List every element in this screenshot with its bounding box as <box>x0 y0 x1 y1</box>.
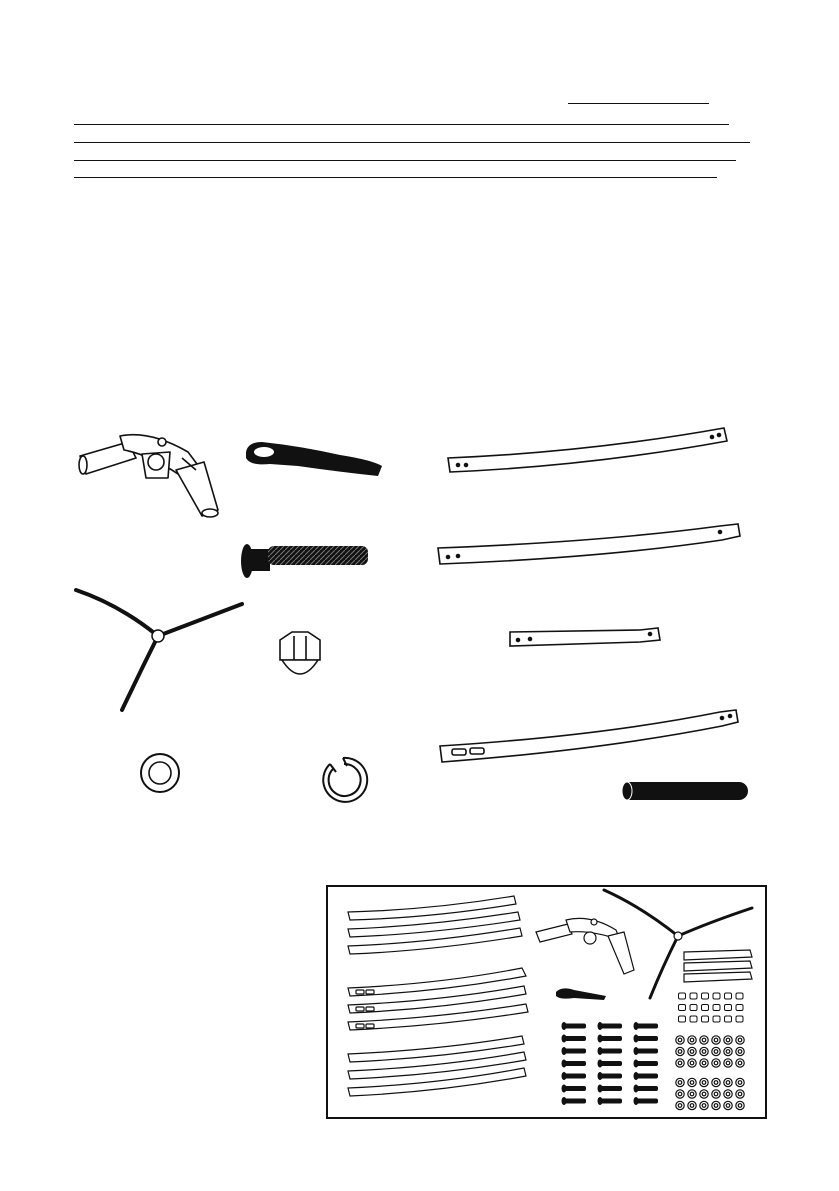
flat-washer-part <box>141 754 179 792</box>
top-rail-curved-part <box>448 428 727 472</box>
slotted-rail-part <box>440 710 738 762</box>
foam-sleeve-part <box>622 782 748 800</box>
leg-joint-part <box>79 435 218 517</box>
short-rail-part <box>510 628 660 646</box>
spring-tool-part <box>246 442 382 476</box>
top-rail-tapered-part <box>438 524 740 564</box>
three-arm-bracket-part <box>76 590 242 710</box>
spring-washer-part <box>323 758 367 802</box>
carriage-bolt-part <box>241 544 368 578</box>
contents-box <box>326 885 767 1119</box>
cap-nut-part <box>280 632 320 674</box>
